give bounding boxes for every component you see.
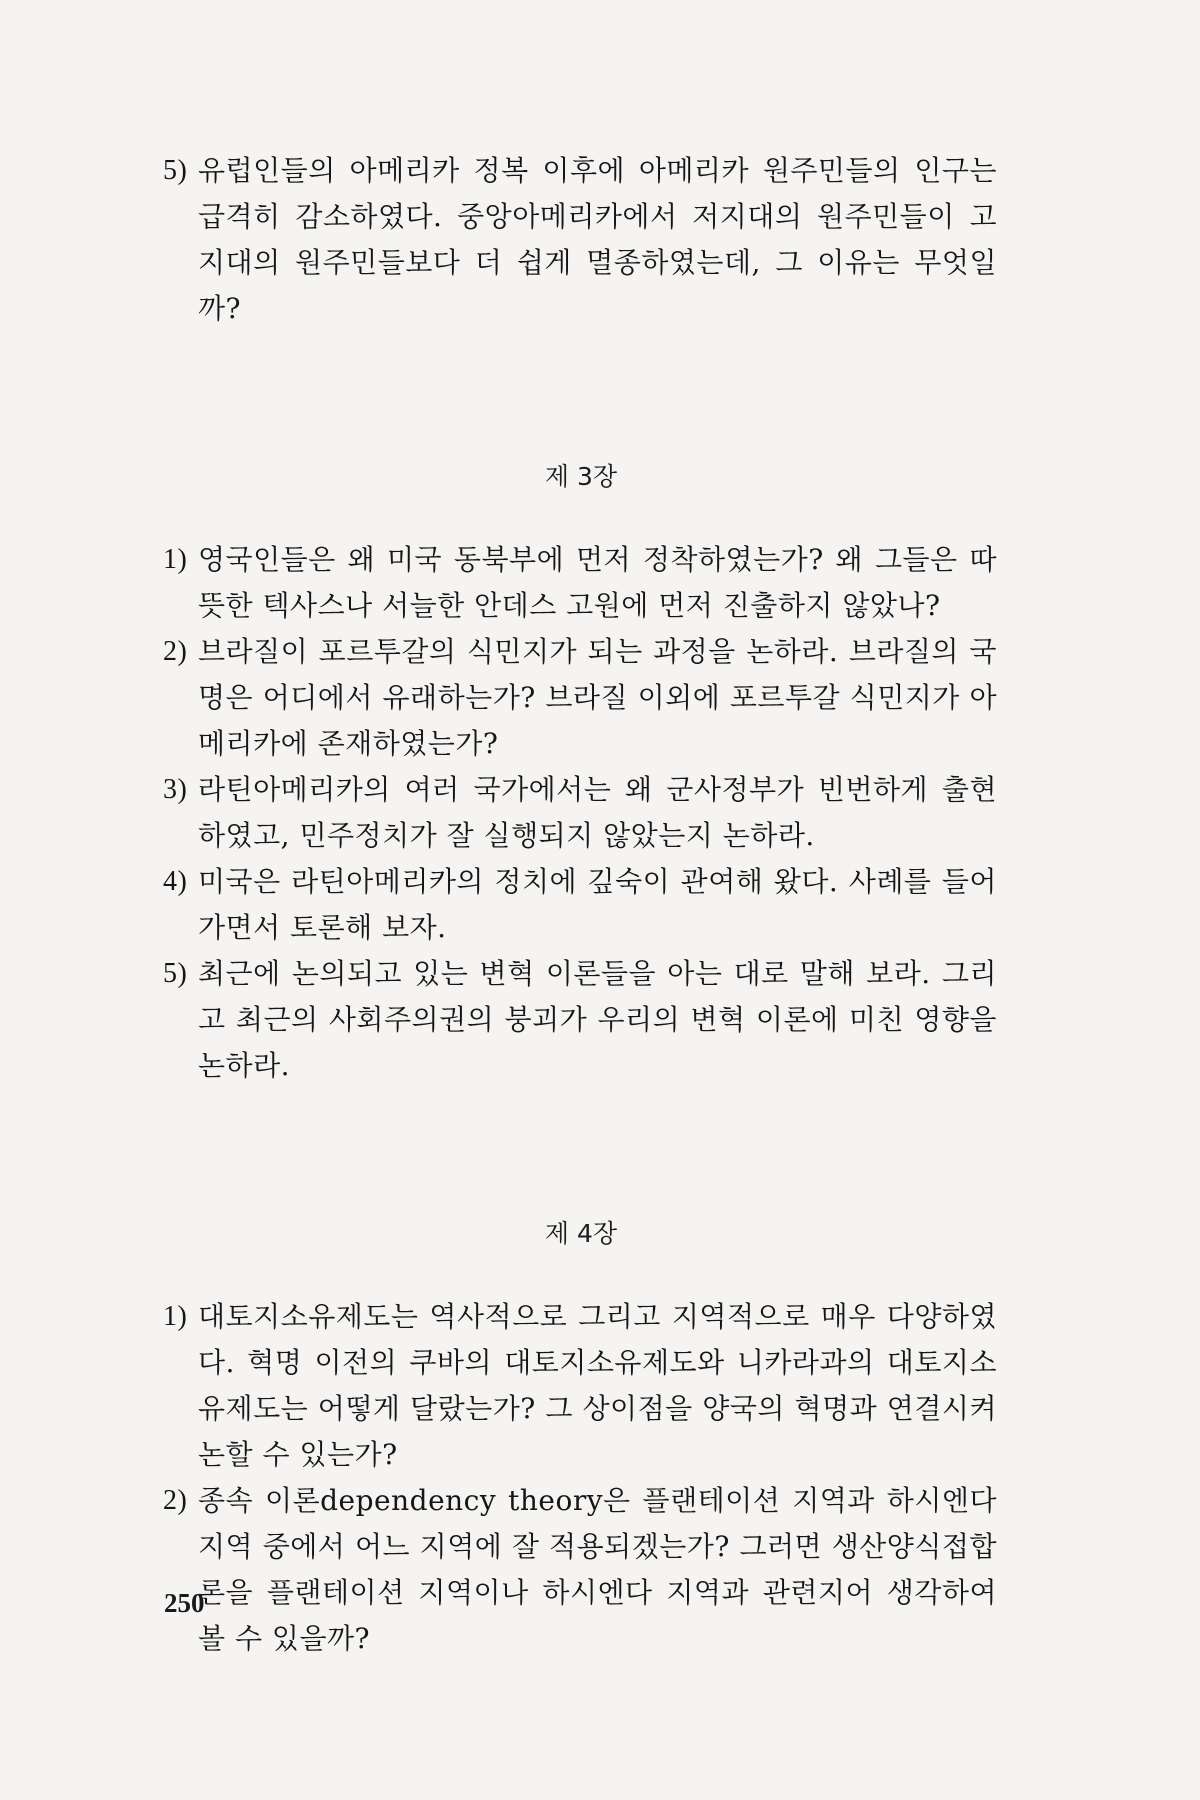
question-number: 1) [163,544,188,575]
question-item [165,859,997,951]
question-text: 유럽인들의 아메리카 정복 이후에 아메리카 원주민들의 인구는 급격히 감소하였다. 중앙아메리카에서 저지대의 원주민들이 고지대의 원주민들보다 더 쉽게 멸종하였는데, 그 이유는 무엇일까? [198,154,997,325]
question-item [165,767,997,859]
question-item [165,148,997,332]
question-number: 2) [163,1485,188,1516]
question-text: 영국인들은 왜 미국 동북부에 먼저 정착하였는가? 왜 그들은 따뜻한 텍사스나 서늘한 안데스 고원에 먼저 진출하지 않았나? [198,543,997,622]
question-number: 2) [163,636,188,667]
question-item [165,951,997,1089]
question-text: 최근에 논의되고 있는 변혁 이론들을 아는 대로 말해 보라. 그리고 최근의 사회주의권의 붕괴가 우리의 변혁 이론에 미친 영향을 논하라. [198,957,997,1082]
question-text: 종속 이론dependency theory은 플랜테이션 지역과 하시엔다 지역 중에서 어느 지역에 잘 적용되겠는가? 그러면 생산양식접합론을 플랜테이션 지역이나 하시엔다 지역과 관련지어 생각하여 볼 수 있을까? [198,1484,997,1655]
question-number: 3) [163,774,188,805]
question-item [165,1294,997,1478]
question-item [165,537,997,629]
chapter-heading: 제 4장 [544,1219,618,1248]
question-text: 미국은 라틴아메리카의 정치에 깊숙이 관여해 왔다. 사례를 들어가면서 토론해 보자. [198,865,997,944]
question-number: 4) [163,866,188,897]
question-text: 브라질이 포르투갈의 식민지가 되는 과정을 논하라. 브라질의 국명은 어디에서 유래하는가? 브라질 이외에 포르투갈 식민지가 아메리카에 존재하였는가? [198,635,997,760]
question-text: 라틴아메리카의 여러 국가에서는 왜 군사정부가 빈번하게 출현하였고, 민주정치가 잘 실행되지 않았는지 논하라. [198,773,997,852]
question-number: 1) [163,1301,188,1332]
question-item [165,1478,997,1662]
chapter-heading: 제 3장 [544,462,618,491]
question-text: 대토지소유제도는 역사적으로 그리고 지역적으로 매우 다양하였다. 혁명 이전의 쿠바의 대토지소유제도와 니카라과의 대토지소유제도는 어떻게 달랐는가? 그 상이점을 양국의 혁명과 연결시켜 논할 수 있는가? [198,1300,997,1471]
question-number: 5) [163,155,188,186]
question-item [165,629,997,767]
page-body [165,148,997,1662]
page-number: 250 [164,1588,205,1618]
question-number: 5) [163,958,188,989]
